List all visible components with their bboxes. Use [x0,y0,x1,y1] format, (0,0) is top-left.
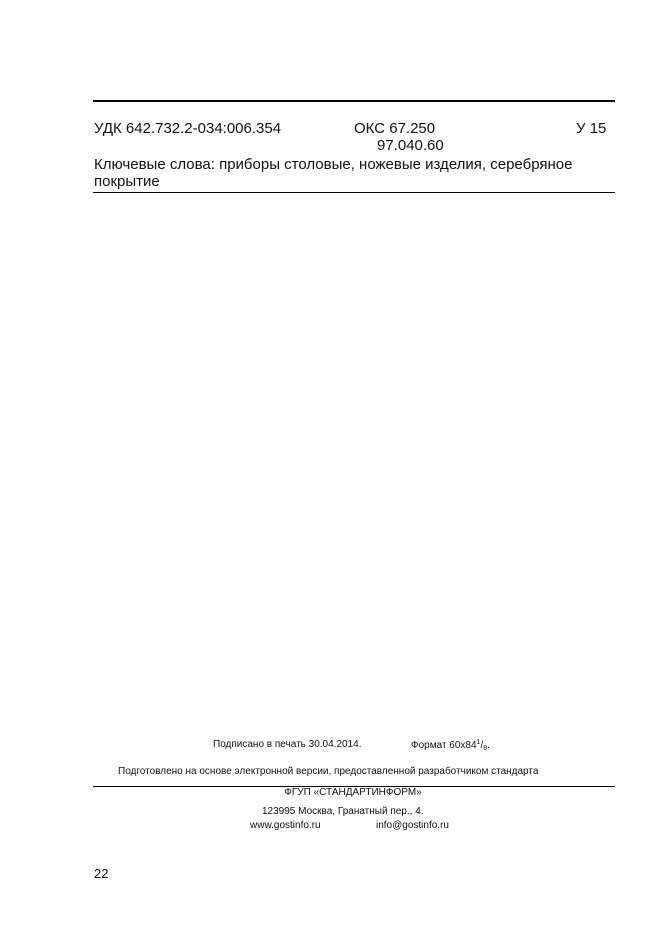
page-number: 22 [94,866,109,881]
prepared-note: Подготовлено на основе электронной версии, предоставленной разработчиком стандарта [118,766,539,777]
publisher-email: info@gostinfo.ru [376,820,449,831]
format-suffix: . [487,740,490,751]
group-code: У 15 [576,120,607,137]
paper-format: Формат $60x84^1/_8$. [411,739,490,752]
oks-code-1: ОКС 67.250 [354,120,436,137]
keywords-rule [93,192,615,193]
udk-code: УДК 642.732.2-034:006.354 [94,120,282,137]
keywords-line-2: покрытие [94,173,160,190]
format-numerator: 1 [476,739,481,746]
publisher-address: 123995 Москва, Гранатный пер., 4. [262,806,424,817]
format-denominator: 8 [483,745,488,752]
publisher-website: www.gostinfo.ru [250,820,321,831]
oks-code-2: 97.040.60 [377,137,444,154]
top-rule [93,100,615,102]
format-prefix: Формат 60x84 [411,740,477,751]
keywords-line-1: Ключевые слова: приборы столовые, ножевые изделия, серебряное [94,156,573,173]
signed-date: Подписано в печать 30.04.2014. [213,739,362,750]
publisher-name: ФГУП «СТАНДАРТИНФОРМ» [284,787,422,798]
